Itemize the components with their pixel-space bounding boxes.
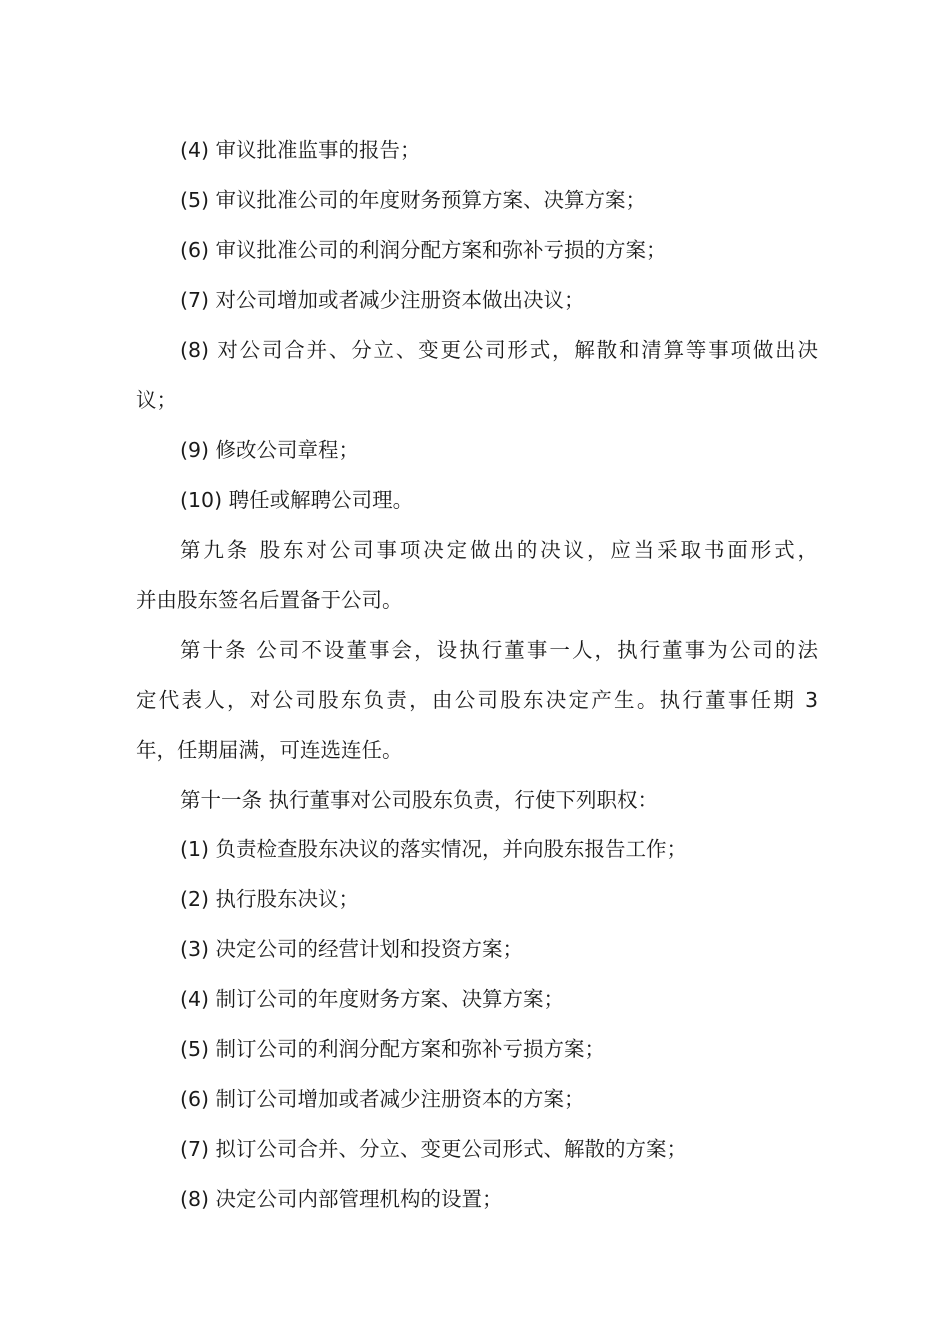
article-paragraph: 第九条 股东对公司事项决定做出的决议，应当采取书面形式， — [180, 538, 818, 562]
list-item: (10) 聘任或解聘公司理。 — [180, 488, 414, 512]
list-item: (7) 拟订公司合并、分立、变更公司形式、解散的方案； — [180, 1137, 688, 1161]
list-item: (6) 制订公司增加或者减少注册资本的方案； — [180, 1087, 585, 1111]
list-item: (7) 对公司增加或者减少注册资本做出决议； — [180, 288, 585, 312]
list-item: (6) 审议批准公司的利润分配方案和弥补亏损的方案； — [180, 238, 667, 262]
list-item: (8) 对公司合并、分立、变更公司形式，解散和清算等事项做出决 — [180, 338, 818, 362]
article-paragraph-continuation: 定代表人，对公司股东负责，由公司股东决定产生。执行董事任期 3 — [136, 688, 818, 712]
article-paragraph-continuation: 年，任期届满，可连选连任。 — [136, 738, 403, 762]
list-item: (1) 负责检查股东决议的落实情况，并向股东报告工作； — [180, 837, 688, 861]
list-item-continuation: 议； — [136, 388, 177, 412]
list-item: (4) 制订公司的年度财务方案、决算方案； — [180, 987, 565, 1011]
article-paragraph: 第十一条 执行董事对公司股东负责，行使下列职权： — [180, 788, 659, 812]
list-item: (5) 审议批准公司的年度财务预算方案、决算方案； — [180, 188, 647, 212]
list-item: (8) 决定公司内部管理机构的设置； — [180, 1187, 503, 1211]
article-paragraph: 第十条 公司不设董事会，设执行董事一人，执行董事为公司的法 — [180, 638, 818, 662]
list-item: (2) 执行股东决议； — [180, 887, 360, 911]
list-item: (9) 修改公司章程； — [180, 438, 360, 462]
list-item: (4) 审议批准监事的报告； — [180, 138, 421, 162]
list-item: (5) 制订公司的利润分配方案和弥补亏损方案； — [180, 1037, 606, 1061]
article-paragraph-continuation: 并由股东签名后置备于公司。 — [136, 588, 403, 612]
list-item: (3) 决定公司的经营计划和投资方案； — [180, 937, 524, 961]
